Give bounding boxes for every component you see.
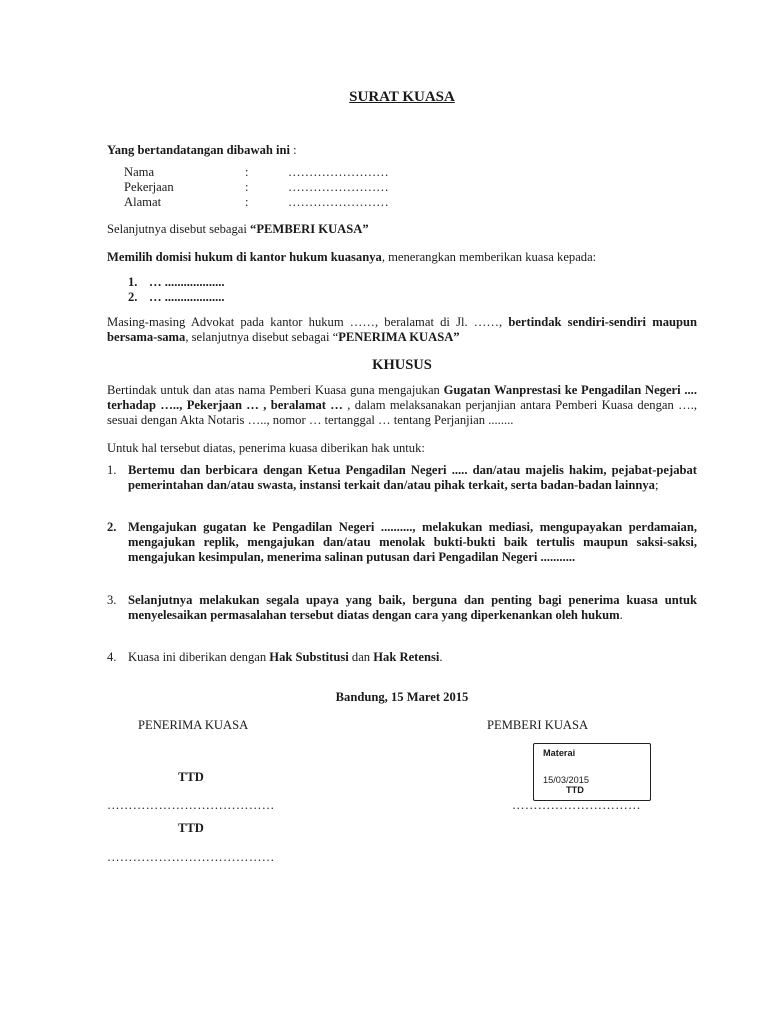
right-text [128,520,697,565]
right4-text-3: . [439,650,443,664]
advocate-list [128,275,428,305]
field-value: …………………… [288,165,389,179]
right-number: 2. [107,520,117,534]
right-end: . [619,608,623,622]
bertindak-text-2: , dalam melaksanakan perjanjian antara Pemberi Kuasa dengan …., sesuai dengan Akta Notaris ….., nomor … tertanggal … tentang Perjanjian ........ [107,398,697,427]
masing-bold-2: PENERIMA KUASA” [338,330,460,344]
signature-line-left-1: ………………………………… [107,798,275,812]
right-number: 3. [107,593,117,607]
bertindak-bold: Gugatan Wanprestasi ke Pengadilan Negeri .... terhadap ….., Pekerjaan … , beralamat … [107,383,697,412]
penerima-kuasa-label: PENERIMA KUASA [138,718,249,732]
masing-text-2: , selanjutnya disebut sebagai “ [185,330,339,344]
right-item-row [107,463,697,493]
right-item-row [107,650,697,665]
advocate-item [128,275,428,290]
field-separator: : [245,165,249,179]
right-bold: Bertemu dan berbicara dengan Ketua Pengadilan Negeri ..... dan/atau majelis hakim, pejabat-pejabat pemerintahan dan/atau swasta, instansi terkait dan/atau pihak terkait, serta badan-badan lainnya [128,463,697,492]
right-item-1 [107,463,697,493]
identity-row-nama [124,165,524,180]
hak-intro: Untuk hal tersebut diatas, penerima kuasa diberikan hak untuk: [107,441,425,455]
bertindak-text-1: Bertindak untuk dan atas nama Pemberi Kuasa guna mengajukan [107,383,444,397]
pemberi-kuasa-line [107,222,697,237]
khusus-heading: KHUSUS [372,357,432,373]
signature-line-right: ………………………… [512,798,641,812]
identity-fields [124,165,524,210]
right4-text-2: dan [348,650,374,664]
right-number: 4. [107,650,117,664]
advocate-number: 2. [128,290,138,304]
masing-text-1: Masing-masing Advokat pada kantor hukum ……, beralamat di Jl. ……, [107,315,509,329]
identity-row-alamat [124,195,524,210]
advocate-name: … ................... [149,290,225,304]
ttd-penerima-2: TTD [178,821,204,835]
right-end: ; [654,478,659,492]
right-number: 1. [107,463,117,477]
field-separator: : [245,195,249,209]
right-item-4 [107,650,697,665]
materai-date: 15/03/2015 [543,775,589,785]
intro-bold: Yang bertandatangan dibawah ini [107,143,291,157]
right4-text-1: Kuasa ini diberikan dengan [128,650,270,664]
field-label: Nama [124,165,155,179]
pemberi-text: Selanjutnya disebut sebagai [107,222,251,236]
right-item-row [107,520,697,565]
right-item-2 [107,520,697,565]
field-separator: : [245,180,249,194]
right-item-3 [107,593,697,623]
domisili-paragraph [107,250,697,265]
advocate-number: 1. [128,275,138,289]
materai-stamp-box [533,743,651,801]
domisili-rest: , menerangkan memberikan kuasa kepada: [381,250,597,264]
materai-ttd: TTD [566,785,584,795]
domisili-bold: Memilih domisi hukum di kantor hukum kuasanya [107,250,382,264]
right4-bold-1: Hak Substitusi [269,650,349,664]
right-bold: Selanjutnya melakukan segala upaya yang baik, berguna dan penting bagi penerima kuasa untuk menyelesaikan permasalahan tersebut diatas dengan cara yang diperkenankan oleh hukum [128,593,697,622]
right-text [128,593,697,623]
intro-line [107,143,697,158]
pemberi-quoted: “PEMBERI KUASA” [250,222,369,236]
field-label: Pekerjaan [124,180,174,194]
materai-label: Materai [543,748,576,758]
pemberi-kuasa-label: PEMBERI KUASA [487,718,589,732]
field-value: …………………… [288,180,389,194]
advocate-name: … ................... [149,275,225,289]
right-text [128,463,697,493]
right4-bold-2: Hak Retensi [373,650,440,664]
field-label: Alamat [124,195,162,209]
right-bold: Mengajukan gugatan ke Pengadilan Negeri .........., melakukan mediasi, mengupayakan perdamaian, mengajukan replik, mengajukan dan/atau menolak bukti-bukti baik tertulis maupun saksi-saksi, mengajukan kesimpulan, menerima salinan putusan dari Pengadilan Negeri ........... [128,520,697,564]
place-date: Bandung, 15 Maret 2015 [335,690,469,704]
right-item-row [107,593,697,623]
identity-row-pekerjaan [124,180,524,195]
field-value: …………………… [288,195,389,209]
bertindak-paragraph [107,383,697,428]
advocate-item [128,290,428,305]
intro-colon: : [290,143,297,157]
masing-bold-1: bertindak sendiri-sendiri maupun bersama-sama [107,315,698,344]
masing-paragraph [107,315,697,345]
right-text [128,650,697,665]
ttd-penerima-1: TTD [178,770,204,784]
document-title: SURAT KUASA [349,89,455,105]
signature-line-left-2: ………………………………… [107,850,275,864]
